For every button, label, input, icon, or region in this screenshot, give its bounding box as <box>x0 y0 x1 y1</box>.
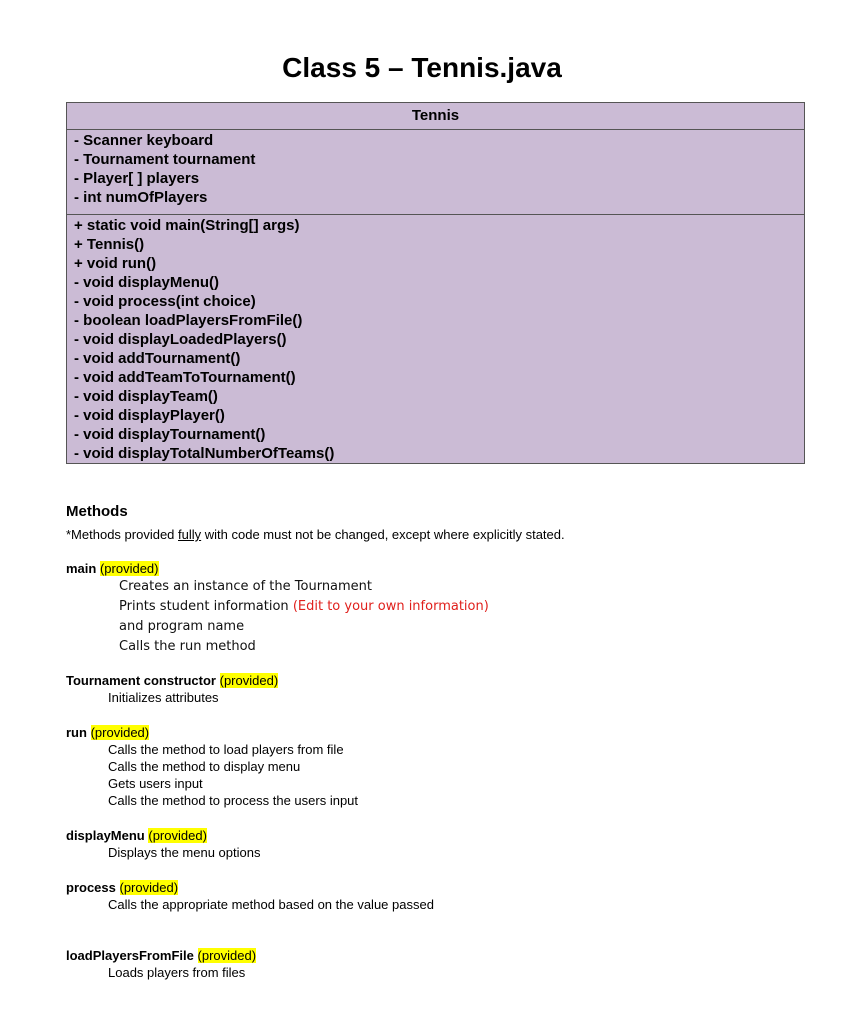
uml-attribute: - Player[ ] players <box>74 170 200 187</box>
provided-badge: (provided) <box>148 828 207 843</box>
edit-note: (Edit to your own information) <box>292 599 489 614</box>
method-entry-process <box>66 879 434 913</box>
uml-method: - void addTournament() <box>74 350 241 367</box>
provided-badge: (provided) <box>90 725 150 740</box>
provided-badge: (provided) <box>219 673 279 688</box>
uml-method: + void run() <box>74 255 157 272</box>
method-desc-line: Calls the method to process the users input <box>108 793 359 808</box>
uml-methods <box>67 215 804 463</box>
uml-method: - void process(int choice) <box>74 293 256 310</box>
method-entry-run <box>66 724 358 809</box>
page-title: Class 5 – Tennis.java <box>282 52 562 83</box>
method-desc-line: Calls the method to load players from file <box>108 742 344 757</box>
methods-heading: Methods <box>66 503 128 520</box>
method-name: process <box>66 880 116 895</box>
method-entry-displaymenu <box>66 827 260 861</box>
provided-badge: (provided) <box>99 561 159 576</box>
uml-method: - void displayTeam() <box>74 388 218 405</box>
method-desc-line: Gets users input <box>108 776 203 791</box>
uml-method: + Tennis() <box>74 236 145 253</box>
note-underlined: fully <box>178 527 202 542</box>
uml-method: - void displayMenu() <box>74 274 220 291</box>
uml-method: - void displayTotalNumberOfTeams() <box>74 445 335 462</box>
uml-method: - void displayLoadedPlayers() <box>74 331 287 348</box>
uml-method: - void displayPlayer() <box>74 407 225 424</box>
uml-attributes <box>67 130 804 215</box>
uml-attribute: - Scanner keyboard <box>74 132 214 149</box>
uml-method: - void displayTournament() <box>74 426 266 443</box>
uml-class-box <box>66 102 805 464</box>
uml-class-name: Tennis <box>67 103 804 130</box>
method-name: loadPlayersFromFile <box>66 948 194 963</box>
method-desc-line <box>66 597 489 617</box>
provided-badge: (provided) <box>119 880 179 895</box>
uml-method: + static void main(String[] args) <box>74 217 300 234</box>
method-entry-main <box>66 560 489 657</box>
method-desc-line: Calls the run method <box>119 639 256 654</box>
method-name: displayMenu <box>66 828 145 843</box>
method-name: run <box>66 725 87 740</box>
note-prefix: *Methods provided <box>66 527 179 542</box>
method-name: Tournament constructor <box>66 673 216 688</box>
method-desc-line: Creates an instance of the Tournament <box>119 579 373 594</box>
method-desc-line: Loads players from files <box>108 965 246 980</box>
uml-method: - void addTeamToTournament() <box>74 369 296 386</box>
uml-method: - boolean loadPlayersFromFile() <box>74 312 303 329</box>
method-name: main <box>66 561 97 576</box>
method-desc-line: Displays the menu options <box>108 845 261 860</box>
note-suffix: with code must not be changed, except where explicitly stated. <box>201 527 565 542</box>
methods-note <box>66 527 565 542</box>
uml-attribute: - Tournament tournament <box>74 151 256 168</box>
method-entry-tournament-constructor <box>66 672 278 706</box>
provided-badge: (provided) <box>197 948 257 963</box>
method-desc-text: Prints student information <box>119 599 289 614</box>
method-desc-line: Calls the appropriate method based on the value passed <box>108 897 434 912</box>
method-desc-line: and program name <box>119 619 245 634</box>
method-desc-line: Calls the method to display menu <box>108 759 301 774</box>
method-desc-line: Initializes attributes <box>108 690 219 705</box>
method-entry-loadplayersfromfile <box>66 947 256 981</box>
uml-attribute: - int numOfPlayers <box>74 189 208 206</box>
